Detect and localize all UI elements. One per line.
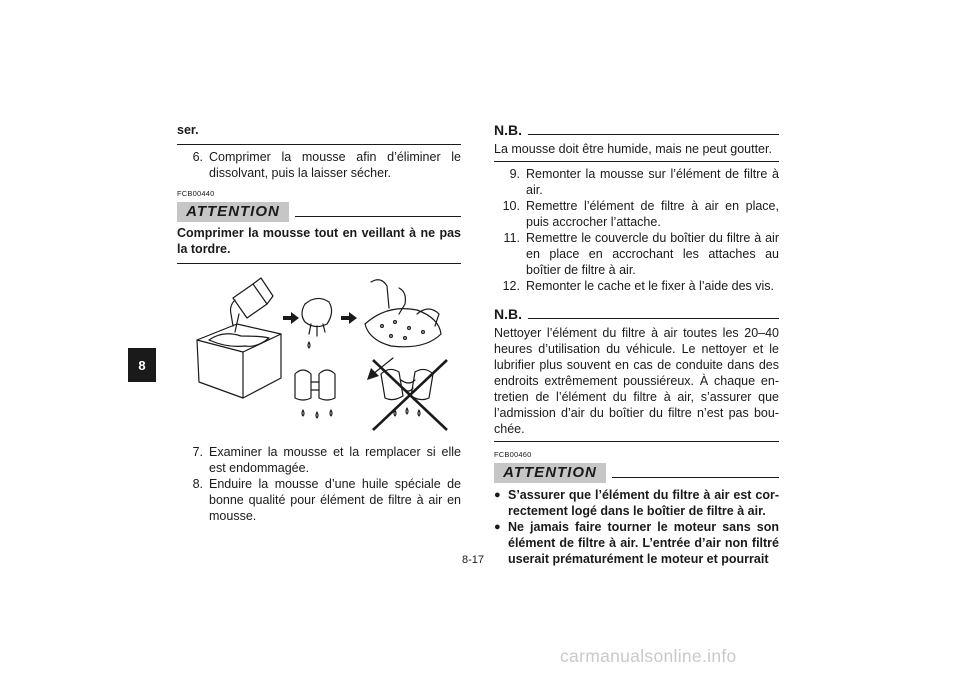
divider bbox=[494, 161, 779, 162]
step-10 bbox=[494, 198, 779, 230]
step-number: 9. bbox=[509, 167, 520, 181]
step-text: Remettre l’élément de filtre à air en place, puis accrocher l’attache. bbox=[526, 199, 779, 229]
chapter-tab: 8 bbox=[128, 348, 156, 382]
right-column bbox=[494, 122, 779, 567]
note-line bbox=[528, 134, 779, 135]
bullet-text: Ne jamais faire tourner le moteur sans son élément de filtre à air. L’entrée d’air non filtré userait prématurément le moteur et pourrait bbox=[508, 520, 779, 566]
divider bbox=[494, 441, 779, 442]
step-12 bbox=[494, 278, 779, 294]
attention-line bbox=[612, 477, 779, 478]
left-column bbox=[177, 122, 461, 524]
step-8 bbox=[177, 476, 461, 524]
attention-label: ATTENTION bbox=[494, 463, 606, 483]
attention-label: ATTENTION bbox=[177, 202, 289, 222]
step-text: Enduire la mousse d’une huile spéciale de bonne qualité pour élément de filtre à air en mousse. bbox=[209, 477, 461, 523]
note-header bbox=[494, 122, 779, 138]
step-number: 12. bbox=[502, 279, 520, 293]
note-title: N.B. bbox=[494, 306, 522, 322]
attention-line bbox=[295, 216, 461, 217]
step-number: 10. bbox=[502, 199, 520, 213]
step-number: 6. bbox=[192, 150, 203, 164]
bullet-icon: ● bbox=[494, 489, 501, 501]
step-9 bbox=[494, 166, 779, 198]
note-title: N.B. bbox=[494, 122, 522, 138]
attention-text: Comprimer la mousse tout en veillant à ne pas la tordre. bbox=[177, 226, 461, 256]
divider bbox=[177, 263, 461, 264]
step-text: Remonter la mousse sur l’élément de filtre à air. bbox=[526, 167, 779, 197]
step-text: Remettre le couvercle du boîtier du filtre à air en place en accrochant les attaches au boîtier de filtre à air. bbox=[526, 231, 779, 277]
step-number: 8. bbox=[192, 477, 203, 491]
page-number: 8-17 bbox=[462, 554, 485, 566]
attention-bullet bbox=[494, 519, 779, 567]
step-11 bbox=[494, 230, 779, 278]
step-6 bbox=[177, 149, 461, 181]
attention-code: FCB00440 bbox=[177, 189, 215, 198]
attention-header bbox=[177, 202, 461, 222]
step-number: 7. bbox=[192, 445, 203, 459]
divider bbox=[177, 144, 461, 145]
step-text: Examiner la mousse et la remplacer si elle est endommagée. bbox=[209, 445, 461, 475]
continued-text: ser. bbox=[177, 123, 199, 137]
foam-cleaning-illustration bbox=[177, 274, 461, 434]
note-header bbox=[494, 306, 779, 322]
bullet-text: S’assurer que l’élément du filtre à air est correctement logé dans le boîtier de filtre à air. bbox=[508, 488, 779, 518]
attention-header bbox=[494, 463, 779, 483]
step-7 bbox=[177, 444, 461, 476]
step-number: 11. bbox=[503, 231, 520, 245]
note-line bbox=[528, 318, 779, 319]
note-text: Nettoyer l’élément du filtre à air toutes les 20–40 heures d’utilisation du véhicule. Le nettoyer et le lubrifier plus souvent en cas de conduite dans des endroits extrêmement poussiéreux. À chaque entretien de l’élément du filtre à air, s’assurer que l’admission d’air du boîtier du filtre n’est pas bouchée. bbox=[494, 326, 779, 436]
note-text: La mousse doit être humide, mais ne peut goutter. bbox=[494, 142, 772, 156]
step-text: Remonter le cache et le fixer à l’aide des vis. bbox=[526, 279, 775, 293]
attention-bullet bbox=[494, 487, 779, 519]
bullet-icon: ● bbox=[494, 521, 501, 533]
step-text: Comprimer la mousse afin d’éliminer le dissolvant, puis la laisser sécher. bbox=[209, 150, 461, 180]
watermark: carmanualsonline.info bbox=[560, 646, 737, 666]
attention-code: FCB00460 bbox=[494, 450, 532, 459]
